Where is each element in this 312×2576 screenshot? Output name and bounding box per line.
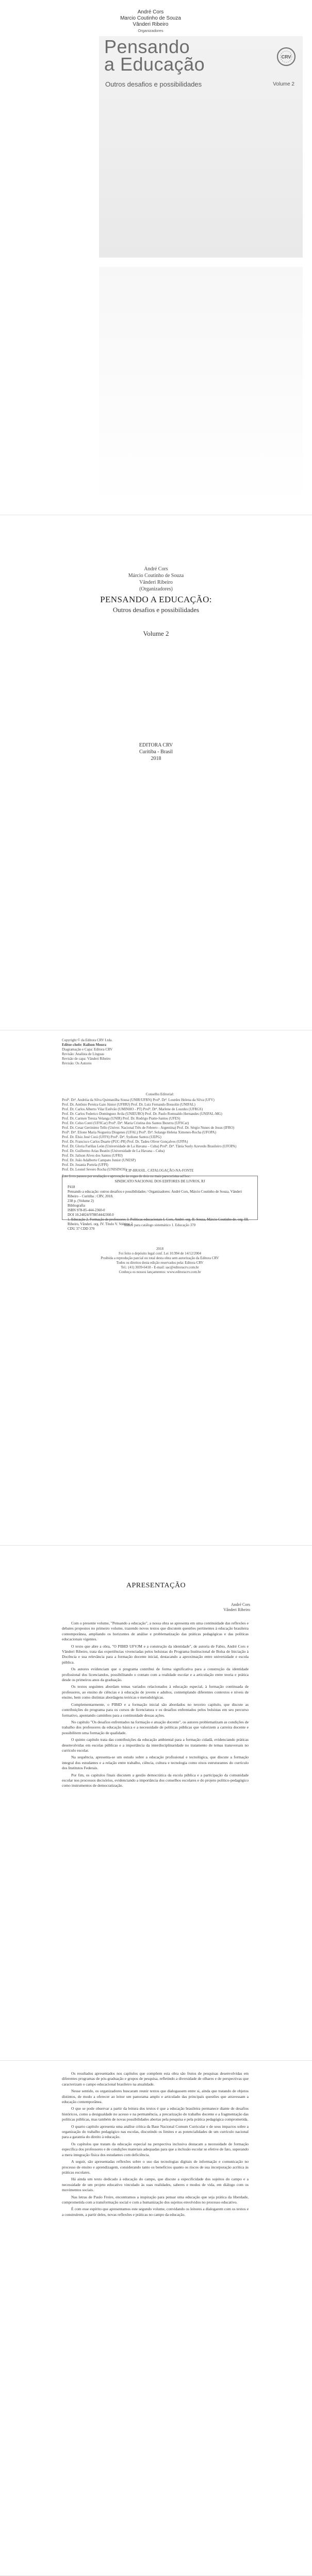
editorial-board-member: Prof. Dr. Antônio Pereira Gaio Júnior (UFRRJ) Prof. Dr. Luiz Fernando Bossolin (UNIFAL) — [62, 1103, 195, 1107]
paragraph: A seguir, são apresentadas reflexões sobre o uso das tecnologias digitais de informação e comunicação no processo de ensino e aprendizagem, considerando tanto os benefícios quanto os riscos de sua incorporação acrítica às práticas escolares. — [62, 2159, 249, 2175]
paragraph: Nas letras de Paulo Freire, encontramos a inspiração para pensar uma educação que seja prática da liberdade, comprometida com a transformação social e com a humanização dos sujeitos envolvidos no processo educativo. — [62, 2194, 249, 2205]
catalog-line: DOI 10.24824/978854442360.0 — [68, 1213, 114, 1217]
catalog-title — [62, 1168, 258, 1173]
editorial-board-member: Prof. Dr. Guillermo Arias Beatón (Universidade de La Havana – Cuba) — [62, 1149, 165, 1153]
presentation-authors — [223, 1602, 250, 1613]
rights-line: Foi feito o depósito legal conf. Lei 10.994 de 14/12/2004 — [118, 1251, 201, 1256]
title-page-editor: Vânderi Ribeiro — [139, 580, 173, 585]
cover-title — [104, 38, 205, 73]
paragraph: Por fim, os capítulos finais discutem a gestão democrática da escola pública e a participação da comunidade escolar nos processos decisórios, evidenciando a importância dos conselhos escolares e do projeto político-pedagógico como instrumentos de democratização. — [62, 1772, 249, 1788]
title-page — [0, 515, 312, 1030]
editorial-board-member: Prof. Dr. Carlos Alberto Vilar Estêvão (UMINHO - PT) Profª. Drª. Marlene de Lourdes (UFRGS) — [62, 1107, 203, 1111]
catalog-line: 1. Educação 2. Formação de professores 3. Políticas educacionais I. Cors, André. org. II. Souza, Márcio Coutinho de. org. III. Ribeiro, Vânderi. org. IV. Título V. Volume 2 — [68, 1217, 249, 1226]
cover-title-line1: Pensando — [104, 36, 190, 57]
editorial-board-list — [62, 1098, 258, 1172]
title-page-subtitle: Outros desafios e possibilidades — [112, 606, 200, 614]
copyright-page — [0, 1030, 312, 1546]
paragraph: Os capítulos que tratam da educação especial na perspectiva inclusiva destacam a necessidade de formação específica dos professores e de condições materiais adequadas para que a inclusão escolar se efetive de fato, superando a mera integração física dos estudantes com deficiência. — [62, 2141, 249, 2157]
copyright-line: Copyright © da Editora CRV Ltda. — [62, 1038, 112, 1042]
copyright-line: Revisão: Os Autores — [62, 1061, 92, 1065]
paragraph: O que se pode observar a partir da leitura dos textos é que a educação brasileira permanece diante de desafios históricos, como a desigualdade no acesso e na permanência, a precarização do trabalho docente e a fragmentação das políticas públicas, mas também de novas possibilidades abertas pela pesquisa e pela prática pedagógica comprometida. — [62, 2106, 249, 2122]
title-page-title: PENSANDO A EDUCAÇÃO: — [100, 595, 212, 604]
catalog-line: ISBN 978-85-444-2360-0 — [68, 1208, 105, 1212]
catalog-line: P418 — [68, 1185, 75, 1189]
crv-logo-text: CRV — [281, 54, 291, 60]
paragraph: Há ainda um texto dedicado à educação do campo, que discute a especificidade dos sujeitos do campo e a necessidade de um projeto educativo vinculado às suas realidades, saberes e modos de vida, em diálogo com os movimentos sociais. — [62, 2177, 249, 2193]
title-page-editors-role: (Organizadores) — [139, 586, 173, 592]
editorial-board-member: Prof. Dr. Gloria Fariñas León (Universidade de La Havana – Cuba) Profª. Drª. Tânia Suely Azevedo Brasileiro (UFOPA) — [62, 1144, 237, 1148]
peer-review-note: Este livro passou por avaliação e aprovação às cegas de dois ou mais pareceristas ad hoc. — [62, 1174, 191, 1178]
paragraph: É com esse espírito que apresentamos este segundo volume, convidando os leitores a dialogarem com os textos e a construírem, a partir deles, novas reflexões e práticas no campo da educação. — [62, 2207, 249, 2217]
cover-lower-panel — [99, 267, 303, 504]
rights-line: Tel.: (41) 3039-6418 - E-mail: sac@editoracrv.com.br — [121, 1265, 199, 1269]
paragraph: Na sequência, apresenta-se um estudo sobre a educação profissional e tecnológica, que discute a formação integral dos estudantes e a relação entre trabalho, ciência, cultura e tecnologia como eixos estruturantes do currículo dos Institutos Federais. — [62, 1755, 249, 1771]
cover-page — [0, 0, 312, 515]
presentation-author: André Cors — [231, 1602, 250, 1607]
paragraph: Complementarmente, o PIBID e a formação inicial são abordados no terceiro capítulo, que discute as contribuições do programa para os cursos de licenciatura e os desafios enfrentados pelos bolsistas em seu percurso formativo, apontando caminhos para a continuidade dessas ações. — [62, 1702, 249, 1718]
paragraph: No capítulo "Os desafios enfrentados na formação e atuação docente", os autores problematizam as condições de trabalho dos professores da educação básica e a necessidade de políticas públicas que valorizem a carreira docente e possibilitem uma formação de qualidade. — [62, 1719, 249, 1735]
copyright-head — [62, 1038, 258, 1066]
rights-line: Proibida a reprodução parcial ou total desta obra sem autorização da Editora CRV — [101, 1256, 219, 1260]
publisher-name: EDITORA CRV — [139, 742, 173, 748]
copyright-line: Editor-chefe: Railson Moura — [62, 1043, 107, 1047]
cover-editor: Marcio Coutinho de Souza — [120, 15, 181, 21]
editorial-board-member: Prof. Dr. Leonel Severo Rocha (UNISINOS) — [62, 1167, 127, 1172]
title-page-publisher — [0, 742, 312, 762]
rights-line: Conheça os nossos lançamentos: www.editoracrv.com.br — [119, 1270, 201, 1274]
editorial-board-member: Profª. Drª. Andréia da Silva Quintanilha Sousa (UNIR/UFRN) Profª. Drª. Lourdes Helena da Silva (UFV) — [62, 1098, 215, 1102]
editorial-board-member: Prof. Dr. Josania Portela (UFPI) — [62, 1163, 108, 1167]
cover-editor: Vânderi Ribeiro — [133, 22, 169, 27]
catalog-line: 238 p. (Volume 2) — [68, 1199, 94, 1203]
catalog-line: Pensando a educação: outros desafios e possibilidades / Organizadores: André Cors, Márcio Coutinho de Souza, Vânderi Ribeiro – Curitiba : CRV, 2018. — [68, 1190, 242, 1198]
presentation-author: Vânderi Ribeiro — [223, 1607, 250, 1612]
editorial-board-member: Profª. Drª. Elione Maria Nogueira Diogenes (UFAL) Profª. Drª. Solange Helena Ximenes-Rocha (UFOPA) — [62, 1130, 216, 1134]
cover-title-box — [99, 36, 303, 258]
paragraph: Os autores evidenciam que o programa contribui de forma significativa para a construção da identidade profissional dos licenciandos, possibilitando o contato com a realidade escolar e a articulação entre teoria e prática desde os primeiros anos da graduação. — [62, 1667, 249, 1683]
publisher-year: 2018 — [151, 756, 161, 761]
presentation-page-2 — [0, 2061, 312, 2576]
isbn-note: Índice para catálogo sistemático 1. Educação 370 — [124, 1223, 196, 1227]
paragraph: O quarto capítulo apresenta uma análise crítica da Base Nacional Comum Curricular e de seus impactos sobre a organização do trabalho pedagógico nas escolas, discutindo os limites e as potencialidades de um currículo nacional para a garantia do direito à educação. — [62, 2124, 249, 2140]
publisher-city: Curitiba - Brasil — [139, 749, 173, 755]
catalog-line: Bibliografia — [68, 1204, 85, 1208]
cover-editor: André Cors — [137, 9, 164, 15]
editorial-board-member: Prof. Dr. Carmen Tereza Velanga (UNIR) Prof. Dr. Rodrigo Pratte-Santos (UFES) — [62, 1116, 180, 1121]
paragraph: Os textos seguintes abordam temas variados relacionados à educação especial, à formação continuada de professores, ao ensino de ciências e à educação de jovens e adultos, contemplando diferentes contextos e níveis de ensino, bem como distintas abordagens teóricas e metodológicas. — [62, 1684, 249, 1700]
presentation-text-1 — [62, 1621, 249, 1790]
presentation-page-1 — [0, 1546, 312, 2061]
paragraph: Com o presente volume, "Pensando a educação", a nossa obra se apresenta em uma continuidade das reflexões e debates propostos no primeiro volume, trazendo novos textos que discutem questões pertinentes à educação brasileira contemporânea, ampliando os horizontes de análise e problematização das práticas pedagógicas e das políticas educacionais vigentes. — [62, 1621, 249, 1642]
editorial-board-member: Prof. Dr. Celso Conti (UFSCar) Profª. Drª. Maria Cristina dos Santos Bezerra (UFSCar) — [62, 1121, 189, 1125]
crv-logo-icon — [276, 46, 297, 67]
cover-wrap — [11, 9, 301, 504]
catalog-title-line: CIP-BRASIL. CATALOGAÇÃO-NA-FONTE — [126, 1168, 194, 1173]
cover-title-line2: a Educação — [104, 54, 205, 75]
catalog-subtitle: SINDICATO NACIONAL DOS EDITORES DE LIVROS, RJ — [114, 1179, 205, 1183]
rights-notice — [62, 1247, 258, 1275]
title-page-volume: Volume 2 — [143, 630, 169, 637]
cover-volume: Volume 2 — [273, 81, 294, 87]
editorial-board-member: Prof. Dr. Cesar Gerónimo Tello (Univer. Nacional Três de Febrero - Argentina) Prof. Dr. Sérgio Nunes de Jesus (IFRO) — [62, 1126, 235, 1130]
copyright-line: Revisão: Analista de Línguas — [62, 1052, 104, 1056]
editorial-board-member: Prof. Dr. Carlos Federico Domínguez Avila (UNIEURO) Prof. Dr. Paulo Romualdo Hernandes (UNIFAL-MG) — [62, 1112, 222, 1116]
editorial-board-member: Prof. Dr. Jailson Alves dos Santos (UFRJ) — [62, 1154, 123, 1158]
presentation-title: APRESENTAÇÃO — [126, 1582, 186, 1589]
cover-editors — [73, 9, 228, 34]
rights-line: Todos os direitos desta edição reservados pela: Editora CRV — [116, 1261, 204, 1265]
editorial-board-member: Prof. Dr. João Adalberto Campato Junior (UNESP) — [62, 1158, 136, 1162]
editorial-board-member: Prof. Dr. Élsio José Corá (UFFS) Profª. Drª. Sydione Santos (UEPG) — [62, 1135, 161, 1139]
catalog-line: CDU 37 CDD 370 — [68, 1227, 95, 1231]
editorial-board — [62, 1092, 258, 1179]
paragraph: Os resultados apresentados nos capítulos que compõem esta obra são frutos de pesquisas desenvolvidas em diferentes programas de pós-graduação e grupos de pesquisa, refletindo a diversidade de olhares e de perspectivas que caracterizam o campo educacional brasileiro na atualidade. — [62, 2071, 249, 2087]
cover-subtitle: Outros desafios e possibilidades — [105, 80, 202, 88]
paragraph: O quinto capítulo trata das contribuições da educação ambiental para a formação cidadã, evidenciando práticas desenvolvidas em escolas públicas e a importância da interdisciplinaridade no tratamento de temas transversais no currículo escolar. — [62, 1737, 249, 1753]
cover-editors-role: Organizadores — [138, 28, 163, 33]
rights-line: 2018 — [156, 1247, 163, 1251]
paragraph: O texto que abre a obra, "O PIBID UFVJM e a construção da identidade", de autoria de Fabio, André Cors e Vânderi Ribeiro, trata das experiências vivenciadas pelos bolsistas do Programa Institucional de Bolsa de Iniciação à Docência e sua relevância para a formação docente inicial, destacando a aproximação entre universidade e escola pública. — [62, 1643, 249, 1665]
editorial-board-title: Conselho Editorial: — [145, 1092, 174, 1096]
editorial-board-member: Prof. Dr. Francisco Carlos Duarte (PUC-PR) Prof. Dr. Tadeu Oliver Gonçalves (UFPA) — [62, 1140, 188, 1144]
presentation-text-2 — [62, 2071, 249, 2219]
title-page-editors — [0, 566, 312, 592]
paragraph: Nesse sentido, os organizadores buscaram reunir textos que dialogassem entre si, ainda que tratando de objetos distintos, de modo a oferecer ao leitor um panorama amplo e articulado das principais questões que atravessam a educação contemporânea. — [62, 2089, 249, 2105]
title-page-editor: André Cors — [144, 566, 168, 572]
title-page-editor: Márcio Coutinho de Souza — [128, 573, 184, 579]
copyright-line: Revisão de capa: Vânderi Ribeiro — [62, 1057, 111, 1061]
copyright-line: Diagramação e Capa: Editora CRV — [62, 1047, 113, 1052]
